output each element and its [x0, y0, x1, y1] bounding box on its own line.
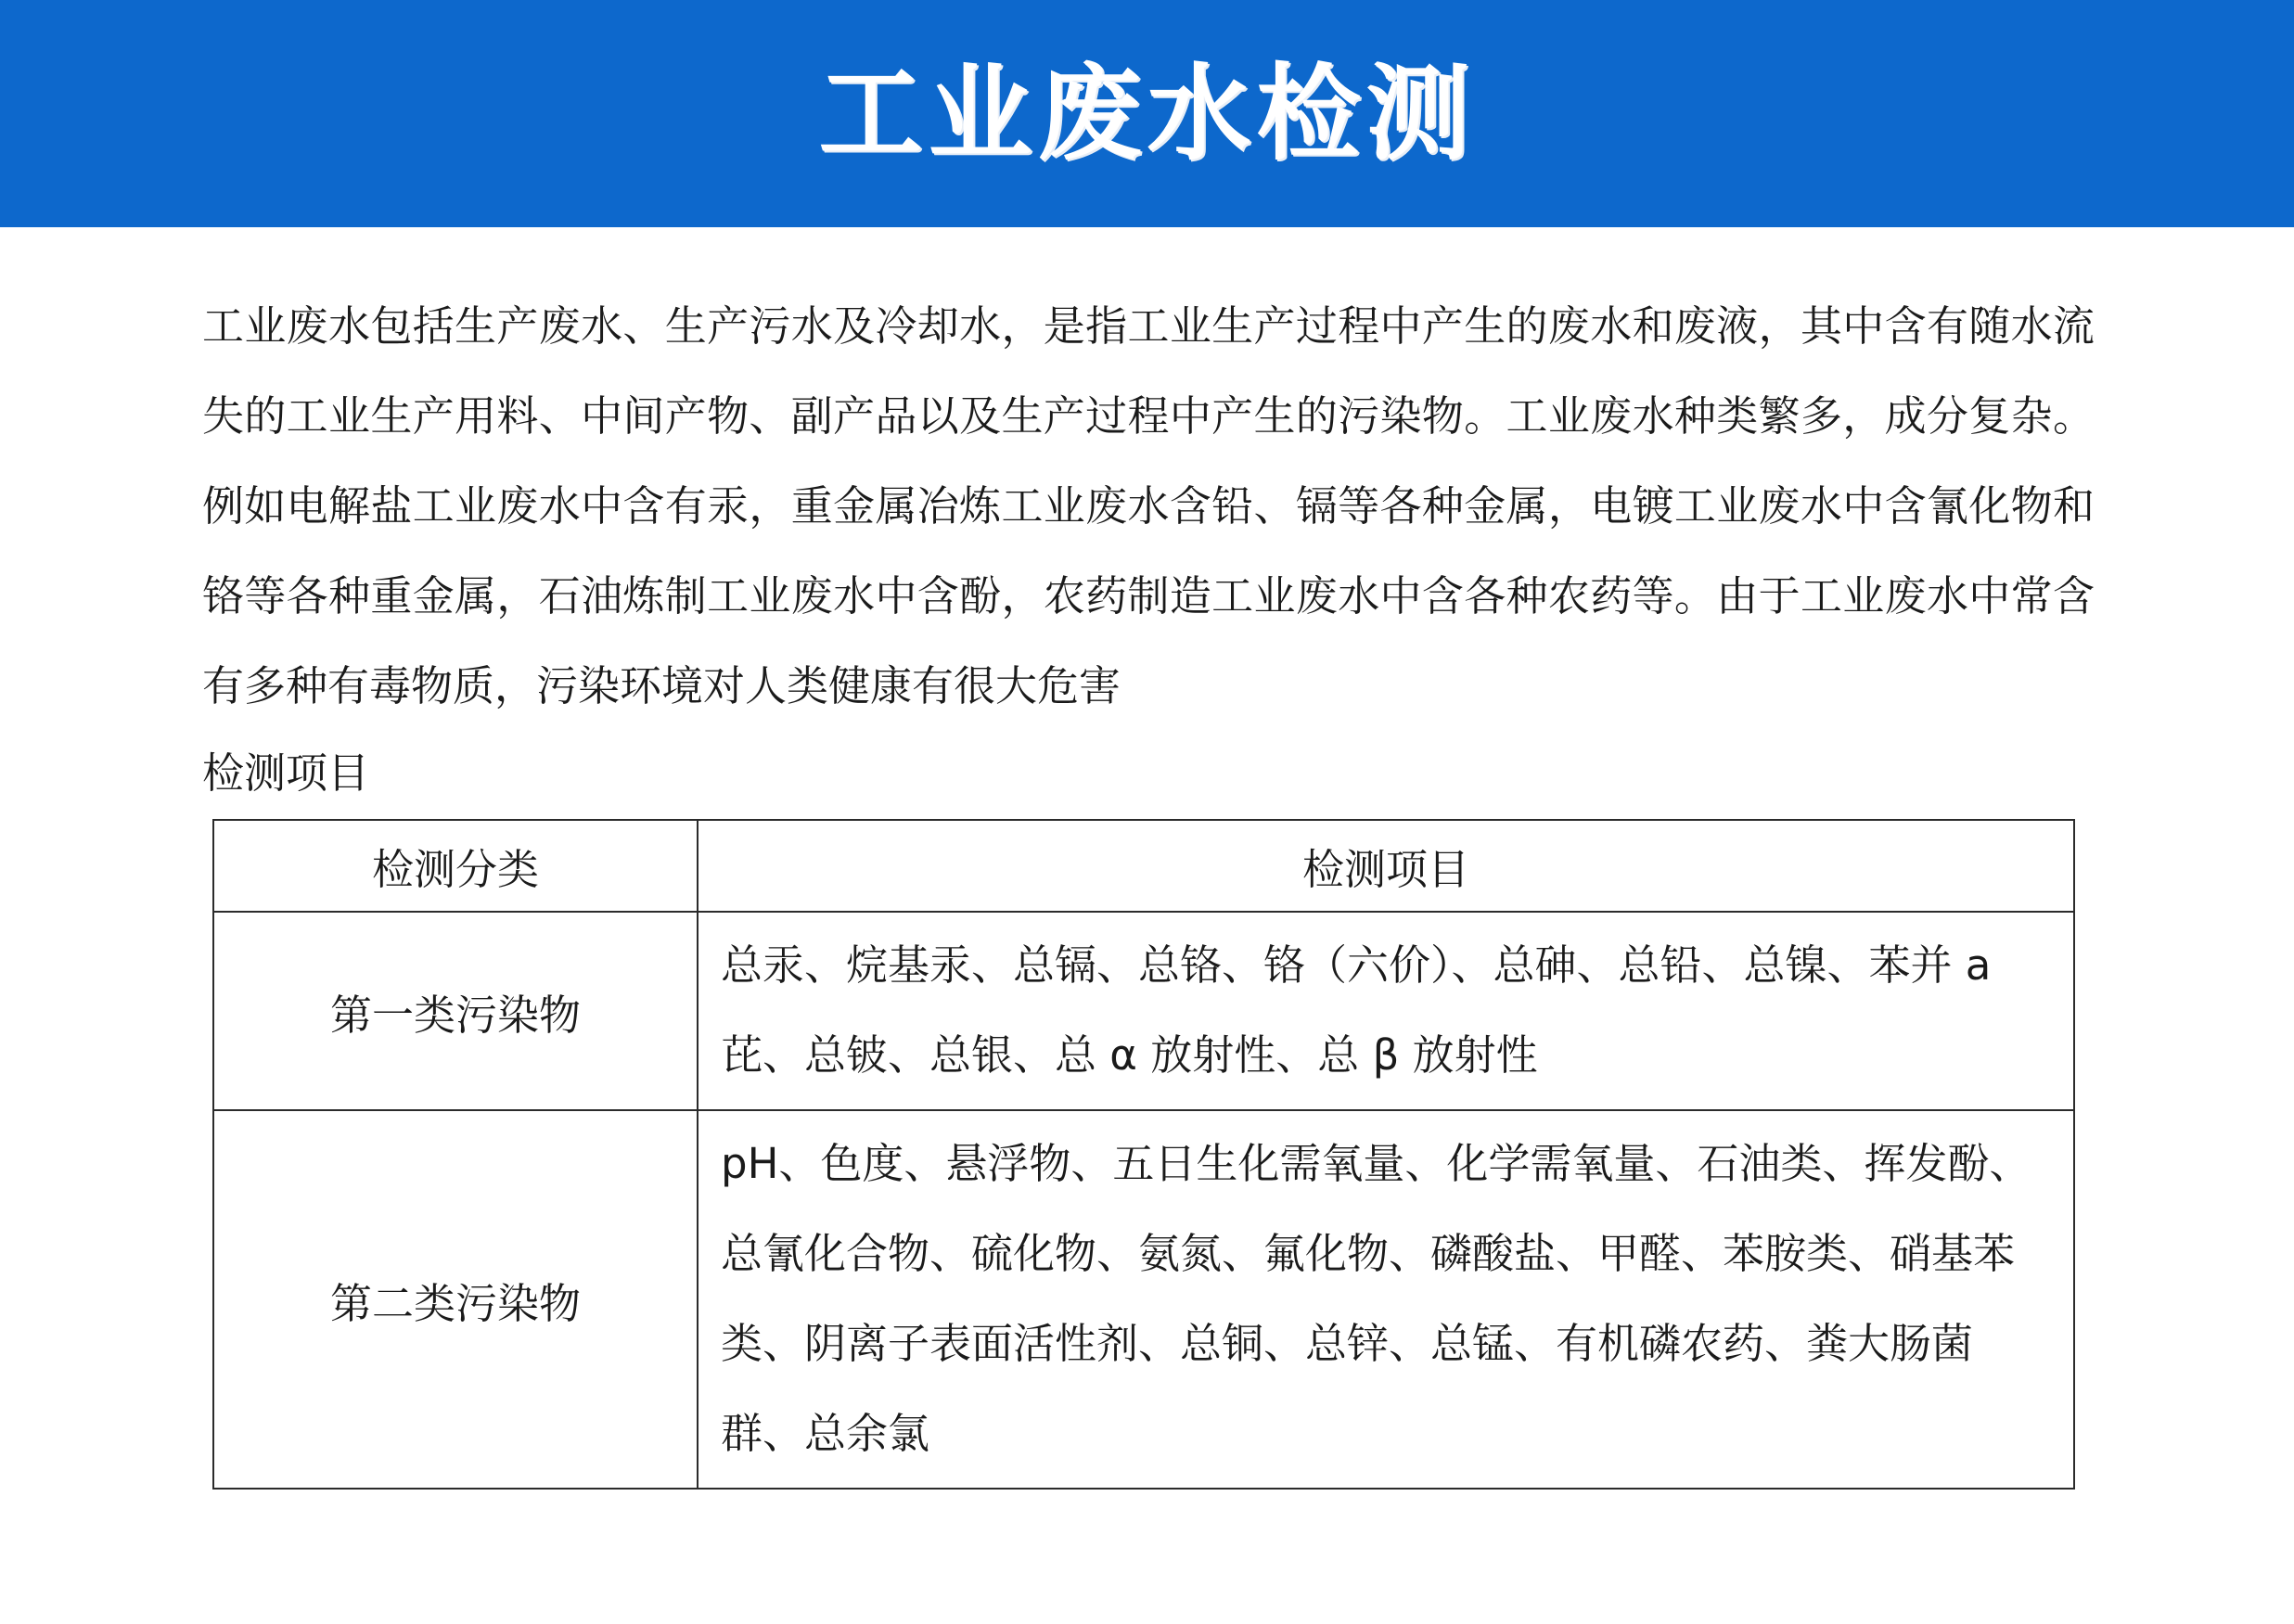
row-items: pH、色度、悬浮物、五日生化需氧量、化学需氧量、石油类、挥发酚、总氰化合物、硫化物、氨氮、氟化物、磷酸盐、甲醛、苯胺类、硝基苯类、阴离子表面活性剂、总铜、总锌、总锰、有机磷农药、粪大肠菌群、总余氯 — [698, 1110, 2074, 1489]
row-category: 第二类污染物 — [213, 1110, 698, 1489]
section-label: 检测项目 — [202, 748, 370, 798]
header-category: 检测分类 — [213, 820, 698, 912]
table-header-row — [213, 820, 2074, 912]
row-category: 第一类污染物 — [213, 912, 698, 1110]
page-title: 工业废水检测 — [818, 53, 1476, 174]
table-row — [213, 912, 2074, 1110]
header-band — [0, 0, 2294, 227]
table-row — [213, 1110, 2074, 1489]
intro-paragraph: 工业废水包括生产废水、生产污水及冷却水，是指工业生产过程中产生的废水和废液，其中含有随水流失的工业生产用料、中间产物、副产品以及生产过程中产生的污染物。工业废水种类繁多，成分复杂。例如电解盐工业废水中含有汞，重金属冶炼工业废水含铅、镉等各种金属，电镀工业废水中含氰化物和铬等各种重金属，石油炼制工业废水中含酚，农药制造工业废水中含各种农药等。由于工业废水中常含有多种有毒物质，污染环境对人类健康有很大危害 — [202, 301, 2095, 710]
testing-table — [212, 819, 2075, 1490]
row-items: 总汞、烷基汞、总镉、总铬、铬（六价）、总砷、总铅、总镍、苯并 a 芘、总铍、总银、总 α 放射性、总 β 放射性 — [698, 912, 2074, 1110]
header-items: 检测项目 — [698, 820, 2074, 912]
